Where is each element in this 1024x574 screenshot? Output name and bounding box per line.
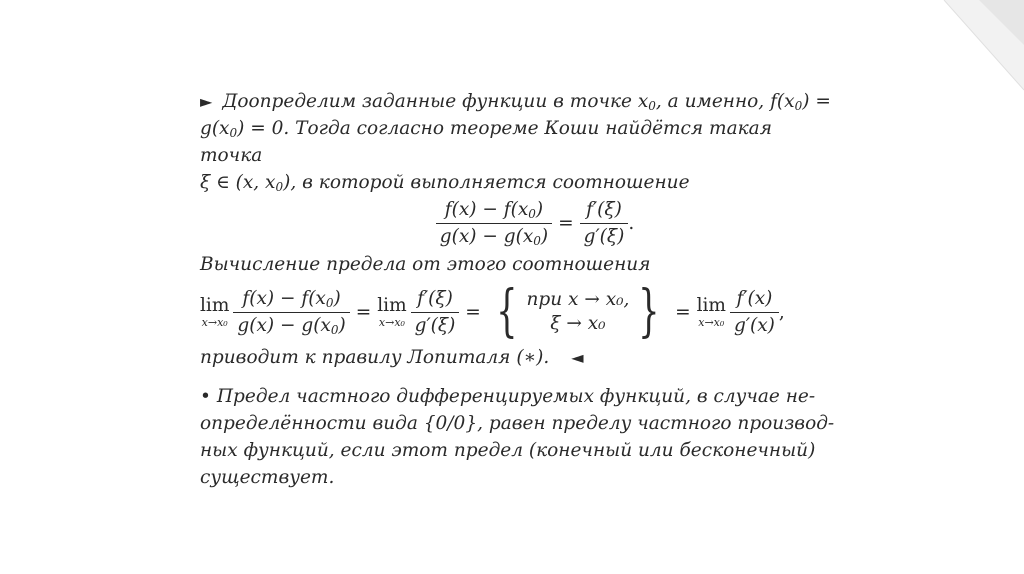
right-triangle-icon: ► (200, 92, 213, 111)
math-x0: $x_0$ (637, 91, 656, 113)
limit-3: lim x→x₀ (696, 295, 726, 329)
text: существует. (200, 467, 335, 488)
text: Доопределим заданные функции в точке (222, 91, 638, 112)
fraction-limit-1: $\frac{f(x) - f(x_0)}{g(x) - g(x_0)}$ (233, 287, 349, 338)
text: в которой выполняется соотношение (296, 172, 690, 193)
text: определённости вида {0/0}, равен пределу частного производ- (200, 413, 835, 434)
formula-cauchy (200, 198, 840, 249)
formula-limit (200, 279, 840, 344)
equals-sign: = (558, 213, 574, 234)
text-lopital-rule (200, 344, 840, 371)
limit-2: lim x→x₀ (377, 295, 407, 329)
fraction-derivatives: $\frac{f'(\xi)}{g'(\xi)}$ (580, 198, 629, 249)
math-g-x0: $g(x_0) = 0$. (200, 118, 290, 140)
comma: , (778, 301, 785, 323)
math-xi-interval: ξ ∈ (x, $x_0$), (200, 172, 297, 194)
left-brace: { (495, 279, 518, 344)
cases-block (526, 288, 629, 336)
corner-decoration (904, 0, 1024, 110)
right-brace: } (638, 279, 660, 344)
text: Тогда согласно теореме Коши найдётся такая точка (200, 118, 772, 166)
equals-sign: = (355, 301, 372, 323)
text: , а именно, (655, 91, 771, 112)
slide-content (200, 88, 840, 491)
paragraph-doopredelim (200, 88, 840, 196)
math-f-x0: $f(x_0)$ = (770, 91, 831, 113)
equals-sign: = (465, 301, 481, 323)
equals-sign: = (675, 301, 691, 323)
paragraph-limit-quotient (200, 383, 840, 491)
bullet-icon: • (200, 386, 211, 407)
text: Предел частного дифференцируемых функций, в случае не- (216, 386, 816, 407)
period: . (628, 213, 635, 234)
fraction-limit-2: $\frac{f'(\xi)}{g'(\xi)}$ (411, 287, 460, 338)
limit-1: lim x→x₀ (200, 295, 230, 329)
text-calculation: Вычисление предела от этого соотношения (200, 254, 651, 275)
left-triangle-icon: ◄ (571, 348, 584, 367)
text: приводит к правилу Лопиталя (∗). (200, 347, 550, 368)
fraction-difference: $\frac{f(x) - f(x_0)}{g(x) - g(x_0)}$ (436, 198, 552, 249)
case-1: при x → x₀, (526, 289, 630, 310)
fraction-limit-3: $\frac{f'(x)}{g'(x)}$ (730, 287, 779, 338)
case-2: ξ → x₀ (550, 313, 606, 334)
text: ных функций, если этот предел (конечный или бесконечный) (200, 440, 816, 461)
